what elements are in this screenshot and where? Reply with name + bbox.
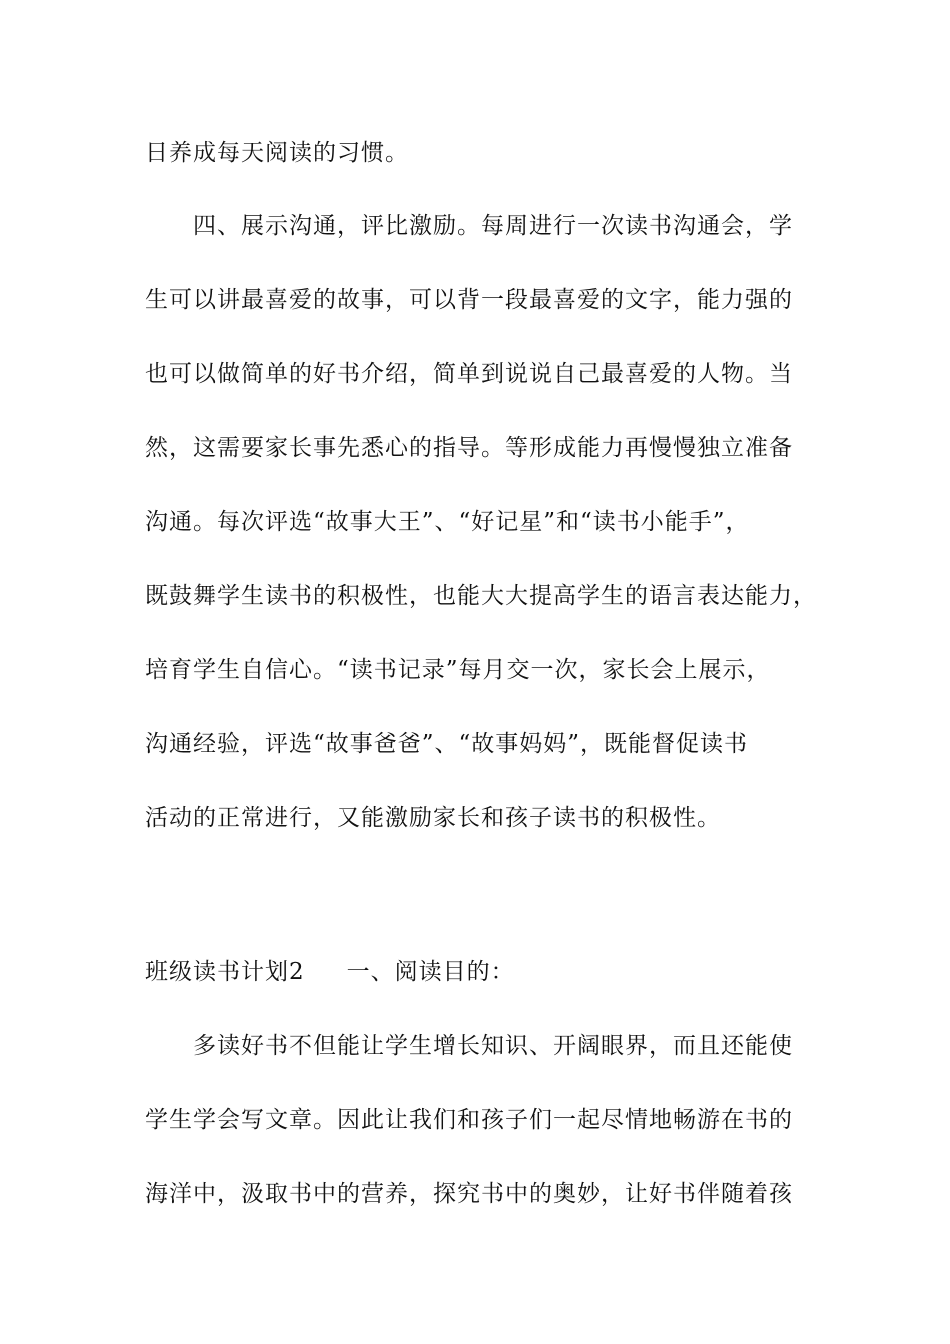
text-line-1: 日养成每天阅读的习惯。 <box>145 140 409 166</box>
text-line-11: 多读好书不但能让学生增长知识、开阔眼界，而且还能使 <box>193 1033 793 1059</box>
text-line-12: 学生学会写文章。因此让我们和孩子们一起尽情地畅游在书的 <box>145 1107 793 1133</box>
text-line-13: 海洋中，汲取书中的营养，探究书中的奥妙，让好书伴随着孩 <box>145 1181 793 1207</box>
text-line-2: 四、展示沟通，评比激励。每周进行一次读书沟通会，学 <box>193 213 793 239</box>
text-line-9: 沟通经验，评选“故事爸爸”、“故事妈妈”，既能督促读书 <box>145 731 749 757</box>
text-line-4: 也可以做简单的好书介绍，简单到说说自己最喜爱的人物。当 <box>145 361 793 387</box>
text-line-7: 既鼓舞学生读书的积极性，也能大大提高学生的语言表达能力， <box>145 583 817 609</box>
section-title: 班级读书计划2 <box>145 959 305 985</box>
text-line-8: 培育学生自信心。“读书记录”每月交一次，家长会上展示， <box>145 657 771 683</box>
text-line-5: 然，这需要家长事先悉心的指导。等形成能力再慢慢独立准备 <box>145 435 793 461</box>
text-line-6: 沟通。每次评选“故事大王”、“好记星”和“读书小能手”， <box>145 509 750 535</box>
section-heading-line <box>145 957 515 987</box>
section-heading: 一、阅读目的： <box>346 959 515 985</box>
text-line-10: 活动的正常进行，又能激励家长和孩子读书的积极性。 <box>145 805 721 831</box>
text-line-3: 生可以讲最喜爱的故事，可以背一段最喜爱的文字，能力强的 <box>145 287 793 313</box>
